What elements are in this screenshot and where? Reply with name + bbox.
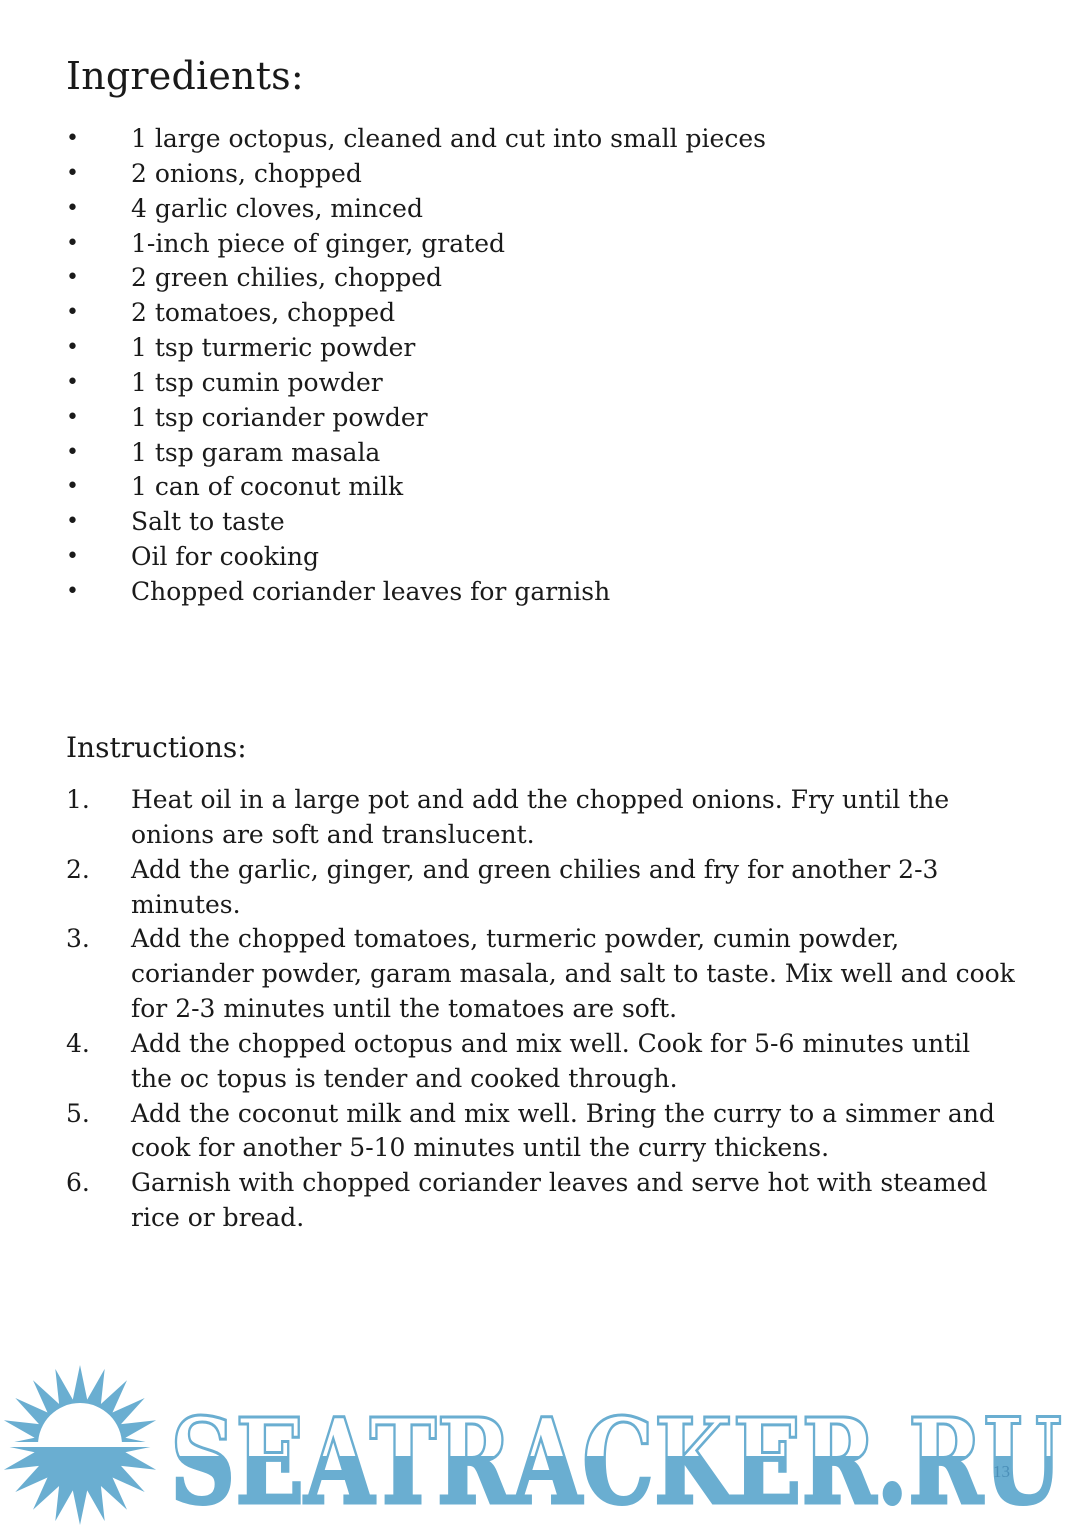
ingredient-text: 1-inch piece of ginger, grated (131, 228, 505, 258)
bullet: • (66, 160, 79, 186)
ingredient-text: 1 tsp cumin powder (131, 367, 383, 397)
list-item (66, 436, 1026, 471)
step-text: Garnish with chopped coriander leaves and serve hot with steamed rice or bread. (131, 1168, 988, 1233)
step-number: 6. (66, 1168, 90, 1198)
list-item (66, 331, 1026, 366)
bullet: • (66, 265, 79, 291)
list-item (66, 922, 1016, 1027)
list-item (66, 296, 1026, 331)
sun-over-sea-icon (0, 1365, 165, 1525)
list-item (66, 1097, 1016, 1167)
step-text: Add the chopped tomatoes, turmeric powder, cumin powder, coriander powder, garam masala, and salt to taste. Mix well and cook for 2-3 minutes until the tomatoes are soft. (131, 924, 1015, 1024)
step-text: Add the garlic, ginger, and green chilies and fry for another 2-3 minutes. (131, 854, 939, 919)
list-item (66, 1027, 1016, 1097)
list-item (66, 192, 1026, 227)
step-text: Add the coconut milk and mix well. Bring the curry to a simmer and cook for another 5-10 minutes until the curry thickens. (131, 1098, 995, 1163)
list-item (66, 366, 1026, 401)
bullet: • (66, 578, 79, 604)
ingredient-text: 1 large octopus, cleaned and cut into small pieces (131, 124, 766, 153)
ingredient-text: 1 tsp garam masala (131, 437, 381, 467)
logo-text: SEATRACKER.RU (170, 1392, 1062, 1527)
step-number: 4. (66, 1028, 90, 1058)
step-text: Heat oil in a large pot and add the chopped onions. Fry until the onions are soft and translucent. (131, 785, 950, 849)
bullet: • (66, 230, 79, 256)
list-item (66, 540, 1026, 575)
ingredient-text: 1 can of coconut milk (131, 472, 404, 502)
bullet: • (66, 369, 79, 395)
ingredient-text: 1 tsp turmeric powder (131, 333, 416, 363)
instructions-heading: Instructions: (66, 731, 247, 764)
ingredient-text: Oil for cooking (131, 542, 319, 572)
ingredients-list (66, 122, 1026, 610)
bullet: • (66, 544, 79, 570)
bullet: • (66, 195, 79, 221)
page-number: 13 (993, 1462, 1010, 1481)
instructions-list (66, 783, 1016, 1236)
ingredient-text: Chopped coriander leaves for garnish (131, 576, 611, 606)
step-text: Add the chopped octopus and mix well. Cook for 5-6 minutes until the oc topus is tender and cooked through. (131, 1028, 971, 1093)
ingredients-heading: Ingredients: (66, 54, 304, 98)
ingredient-text: 4 garlic cloves, minced (131, 193, 423, 223)
ingredient-text: 2 tomatoes, chopped (131, 298, 396, 328)
list-item (66, 157, 1026, 192)
list-item (66, 401, 1026, 436)
list-item (66, 122, 1026, 157)
bullet: • (66, 509, 79, 535)
seatracker-logo (0, 1365, 1080, 1527)
bullet: • (66, 335, 79, 361)
step-number: 2. (66, 854, 90, 884)
bullet: • (66, 126, 79, 151)
list-item (66, 783, 1016, 853)
step-number: 1. (66, 785, 90, 814)
list-item (66, 505, 1026, 540)
list-item (66, 575, 1026, 610)
bullet: • (66, 300, 79, 326)
bullet: • (66, 474, 79, 500)
list-item (66, 470, 1026, 505)
bullet: • (66, 439, 79, 465)
list-item (66, 261, 1026, 296)
step-number: 5. (66, 1098, 90, 1128)
ingredient-text: 2 green chilies, chopped (131, 263, 443, 293)
list-item (66, 853, 1016, 923)
ingredient-text: 1 tsp coriander powder (131, 402, 428, 432)
bullet: • (66, 404, 79, 430)
step-number: 3. (66, 924, 90, 954)
list-item (66, 1166, 1016, 1236)
list-item (66, 227, 1026, 262)
ingredient-text: 2 onions, chopped (131, 158, 362, 188)
ingredient-text: Salt to taste (131, 507, 285, 537)
